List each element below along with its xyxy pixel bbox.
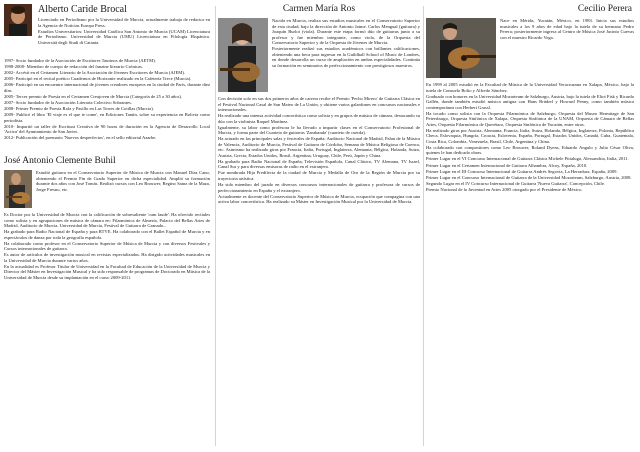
bio-jose-antonio-body [4,212,210,448]
bio-paragraph: Primer Lugar en el VI Concurso Internacional de Guitarra Clásica Michele Pittaluga, Alessandria, Italia, 2011. [426,156,629,162]
bio-paragraph: Primer Lugar en el III Concurso Internacional de Guitarra Andrés Segovia, La Herradura, España, 2009. [426,168,618,174]
bio-carmen-intro [272,18,420,94]
bio-paragraph: 2005- Participó en el recital poético Cuadernos de Horizonte realizado en la Cafetería Trece (Murcia). [4,76,192,82]
bio-paragraph: En la actualidad es Profesor Titular de Universidad en la Facultad de Educación de la Universidad de Murcia y Director del Máster en Investigación Musical y ha sido responsable de programas de Doctorado en Música de la Universidad de Murcia desde su implantación en el curso 2009-2011. [4,263,210,280]
bio-paragraph: Segundo Lugar en el IV Concurso Internacional de Guitarra 'Nueva Guitarra', Concepción, Chile. [426,180,606,186]
bio-paragraph: Estudió guitarra en el Conservatorio Superior de Música de Murcia con Manuel Díaz Cano, obteniendo el Premio Fin de Grado Superior en dicha especialidad. Amplió su formación durante dos años con José Tomás. Realizó cursos con Leo Brouwer, Regino Sainz de la Maza, Jorge Fresno, etc. [36,170,210,192]
bio-paragraph: 2002- Accésit en el Certamen Literario de la Asociación de Jóvenes Escritores de Murcia (AJEM). [4,70,186,76]
column-divider [423,6,424,446]
bio-paragraph: Es Doctor por la Universidad de Murcia con la calificación de sobresaliente 'cum laude'. Ha ofrecido recitales como solista y en agrupaciones de música de cámara en: Filarmónica de Almería, Palacio del Bellas Artes de Madrid, Auditorio de Murcia, Universidad de Murcia, Festival de Guitarra de Granada... [4,212,210,228]
bio-paragraph: En 1999 al 2005 estudió en la Facultad de Música de la Universidad Veracruzana en Xalapa, México, bajo la tutela de Consuelo Bolio y Alfredo Sánchez. [426,82,634,93]
portrait-photo-cecilio [426,18,496,78]
bio-alberto-intro [38,17,210,57]
bio-cecilio-intro [500,18,634,80]
bio-paragraph: Ha realizado una intensa actividad concertística como solista y en grupos de música de cámara, destacando su dúo con la violinista Raquel Martínez. [218,113,420,124]
bio-jose-antonio-intro [36,170,210,210]
bio-paragraph: Igualmente, su labor como profesora le ha llevado a impartir clases en el Conservatorio Profesional de Murcia, y forma parte del Cuarteto de guitarras 'Zarabanda' (cuarteto de cuerda). [218,124,420,136]
bio-paragraph: 2007- Socio fundador de la Asociación Literaria Colectivo Sobrantes. [4,100,132,106]
bio-paragraph: Ha realizado giras por Austria, Alemania, Francia, Italia, Suiza, Holanda, Bélgica, Inglaterra, Polonia, República Checa, Eslovaquia, Hungría, Croacia, Eslovenia, España, Portugal, Estados Unidos, Canadá, Cuba, Guatemala, Costa Rica, Colombia, Venezuela, Brasil, Chile, Argentina y China. [426,127,634,144]
column-3 [426,4,636,448]
bio-paragraph: 2008- Primer Premio de Poesía Rafa y Pasillo en Las Torres de Cotillas (Murcia). [4,106,154,112]
name-heading-alberto: Alberto Caride Brocal [38,4,127,15]
bio-paragraph: 2009- Publicó el libro 'El viaje es el que te come', en Ediciones Tantín, sobre su experiencia en Bolivia como periodista. [4,112,210,123]
guitarist-photo-icon [426,18,496,78]
portrait-photo-carmen [218,18,268,92]
bio-paragraph: Posteriormente realizó sus estudios académicos con brillantes calificaciones, obteniendo una beca para ingresar en la Guildhall School of Music de Londres, en donde desarrolla un curso de ampliación en ambas especialidades. Continúa su formación en seminarios de perfeccionamiento con prestigiosos maestros. [272,46,420,68]
bio-paragraph: Actualmente es docente del Conservatorio Superior de Música de Murcia, ocupación que compagina con una activa labor concertística. Ha realizado su Máster en Investigación Musical por la Universidad de Murcia. [218,193,420,205]
bio-cecilio-body [426,82,634,448]
bio-paragraph: Ha colaborado con compositores como Leo Brouwer, Roland Dyens, Eduardo Angulo y Julio César Oliva, quienes le han dedicado obras. [426,144,634,156]
column-divider [215,6,216,446]
bio-paragraph: Primer Lugar en el Concurso Internacional de Guitarra de la Universidad Mozarteum, Salzburgo, Austria, 2008. [426,174,632,180]
bio-paragraph: Fue nombrada Hija Predilecta de la ciudad de Murcia y Medalla de Oro de la Región de Murcia por su trayectoria artística. [218,170,420,181]
bio-paragraph: Nace en Mérida, Yucatán, México, en 1983. Inicia sus estudios musicales a los 9 años de edad bajo la tutela de su hermano Pedro Perera; posteriormente ingresa al Centro de Música José Jacinto Cuevas con el maestro Ricardo Vega. [500,18,634,40]
portrait-photo-jose-antonio [4,170,32,208]
bio-paragraph: Ha grabado para Radio Nacional de España y para RTVE. Ha colaborado con el Ballet Español de Murcia y en espectáculos de danza por toda la geografía española. [4,229,210,240]
guitarist-photo-icon [4,170,32,208]
column-2 [218,4,420,448]
bio-paragraph: Ha actuado en las principales salas y festivales de España: Auditorio Nacional de Madrid, Palau de la Música de Valencia, Auditorio de Murcia, Festival de Guitarra de Córdoba, Semana de Música Religiosa de Cuenca, etc. Asimismo ha realizado giras por Francia, Italia, Portugal, Inglaterra, Alemania, Bélgica, Holanda, Suiza, Austria, Grecia, Estados Unidos, Brasil, Argentina, Uruguay, Chile, Perú, Japón y China. [218,136,420,158]
bio-alberto-timeline [4,58,210,154]
bio-paragraph: Graduado con honores en la Universidad Mozarteum de Salzburgo, Austria, bajo la tutela de Eliot Fisk y Ricardo Gallén, donde también estudió música antigua con Hans Brüderl y Howard Penny, como también música contemporánea con Herbert Grassl. [426,93,634,110]
bio-paragraph: Con decisión solo en sus dos primeros años de carrera recibe el Premio 'Pecho Mirero' de Guitarra Clásica en el Festival Nacional Casal de San Mateo de La Unión, y obtiene varios galardones en concursos nacionales e internacionales. [218,96,420,112]
bio-paragraph: Ha colaborado como profesor en el Conservatorio Superior de Música de Murcia y con diversos Festivales y Cursos internacionales de guitarra. [4,240,210,252]
guitarist-photo-icon [218,18,268,92]
bio-paragraph: Ha grabado para Radio Nacional de España, Televisión Española, Canal Clásico, TV Alemana, TV Israel, Canal Sur y para diversas emisoras de radio en el extranjero. [218,158,420,170]
column-1 [4,4,212,448]
bio-paragraph: 2006- Participó en un encuentro internacional de jóvenes creadores europeos en la ciudad de París, durante diez días. [4,82,210,93]
bio-paragraph: Ha tocado como solista con la Orquesta Filarmónica de Salzburgo, Orquesta del Museo Hermitage de San Petersburgo, Orquesta Sinfónica de Xalapa, Orquesta Sinfónica de la UNAM, Orquesta de Cámara de Bellas Artes, Orquesta Filarmónica de Querétaro, Orquesta Sinfónica de Yucatán, entre otras. [426,110,634,127]
portrait-photo-alberto [4,4,32,36]
bio-paragraph: 1998-2008- Miembro de cuerpo de redacción del fanzine literario Crónicas. [4,64,144,70]
bio-paragraph: Es autor de artículos de investigación musical en revistas especializadas. Ha dirigido actividades musicales en la Universidad de Murcia durante varios años. [4,252,210,263]
bio-paragraph: Primer Lugar en el Certamen Internacional de Guitarra Alhambra, Alcoy, España, 2010. [426,162,588,168]
bio-paragraph: Ha sido miembro del jurado en diversos concursos internacionales de guitarra y profesora de cursos de perfeccionamiento en España y el extranjero. [218,182,420,193]
bio-paragraph: Premio Nacional de la Juventud en Artes 2005 otorgado por el Presidente de México. [426,186,583,192]
name-heading-cecilio: Cecilio Perera [577,4,632,14]
portrait-silhouette-icon [4,4,32,36]
bio-paragraph: Licenciado en Periodismo por la Universidad de Murcia, actualmente trabaja de redactor en la Agencia de Noticias Europa Press. [38,17,210,28]
bio-paragraph: 1997- Socio fundador de la Asociación de Escritores Taurinos de Murcia (AETM). [4,58,156,63]
bio-paragraph: 2005- Tercer premio de Poesía en el Certamen Creajoven de Murcia (Categoría de 25 a 30 años). [4,93,183,99]
bio-paragraph: 2012- Publicación del poemario 'Nuevos desperfectos', en el sello editorial Azarbe. [4,135,157,141]
name-heading-carmen: Carmen María Ros [282,4,356,14]
bio-paragraph: 2010- Impartió un taller de Escritura Creativa de 90 horas de duración en la Agencia de Desarrollo Local 'Activa' del Ayuntamiento de San Javier. [4,123,210,135]
name-heading-jose-antonio: José Antonio Clemente Buhil [4,156,116,166]
bio-paragraph: Nacida en Murcia, realiza sus estudios musicales en el Conservatorio Superior de esta ciudad, bajo la dirección de Antonio Jaime. Carlos Mengual (guitarra) y Joaquín Burlot (viola). Durante este etapa formó dúo de guitarras junto a su profesor y fue miembro integrante, como viola, de la Orquesta del Conservatorio Superior y de la Orquesta de Jóvenes de Murcia. [272,18,420,45]
bio-carmen-body [218,96,420,448]
bio-paragraph: Estudios Universitarios: Universidad Católica San Antonio de Murcia (UCAM) Licenciatura de Periodismo. Universidad de Murcia (UMU) Licenciatura en Filología Hispánica. Università degli Studi di Catania. [38,28,210,45]
